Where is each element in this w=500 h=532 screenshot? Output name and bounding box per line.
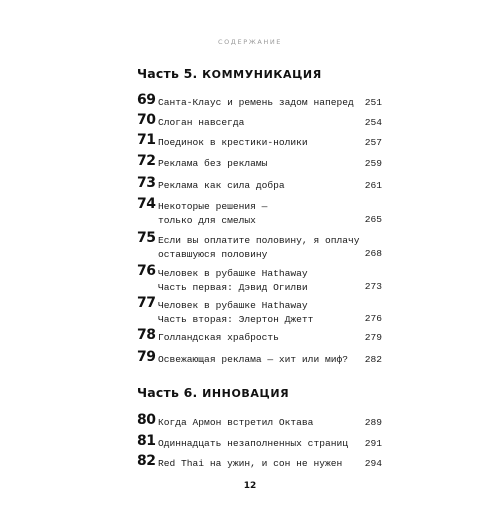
part-title xyxy=(137,66,322,81)
page-number: 294 xyxy=(364,458,382,469)
part-number: Часть 6. xyxy=(137,385,198,400)
page-number: 254 xyxy=(364,117,382,128)
toc-entry[interactable] xyxy=(0,196,500,230)
folio: 12 xyxy=(243,481,257,491)
chapter-title: Слоган навсегда xyxy=(158,117,245,128)
toc-entry[interactable] xyxy=(0,230,500,264)
chapter-title: Человек в рубашке Hathaway Часть первая: Дэвид Огилви xyxy=(158,268,308,293)
page-number: 289 xyxy=(364,417,382,428)
chapter-number: 75 xyxy=(137,230,156,246)
page-number: 276 xyxy=(364,313,382,324)
chapter-title: Одиннадцать незаполненных страниц xyxy=(158,438,348,449)
page-number: 261 xyxy=(364,180,382,191)
page-number: 265 xyxy=(364,214,382,225)
toc-entry[interactable] xyxy=(0,349,500,383)
toc-entry[interactable] xyxy=(0,295,500,329)
chapter-number: 80 xyxy=(137,412,156,428)
chapter-title: Если вы оплатите половину, я оплачу оставшуюся половину xyxy=(158,235,360,260)
page-number: 251 xyxy=(364,97,382,108)
page-number: 268 xyxy=(364,248,382,259)
page-number: 282 xyxy=(364,354,382,365)
page-number: 273 xyxy=(364,281,382,292)
page-number: 259 xyxy=(364,158,382,169)
chapter-number: 71 xyxy=(137,132,156,148)
chapter-number: 82 xyxy=(137,453,156,469)
chapter-number: 72 xyxy=(137,153,156,169)
page-number: 279 xyxy=(364,332,382,343)
chapter-title: Когда Армон встретил Октава xyxy=(158,417,314,428)
chapter-title: Реклама как сила добра xyxy=(158,180,285,191)
chapter-title: Голландская храбрость xyxy=(158,332,279,343)
chapter-title: Некоторые решения — только для смелых xyxy=(158,201,268,226)
chapter-number: 78 xyxy=(137,327,156,343)
chapter-title: Реклама без рекламы xyxy=(158,158,268,169)
chapter-number: 77 xyxy=(137,295,156,311)
running-head: СОДЕРЖАНИЕ xyxy=(217,38,283,46)
chapter-title: Поединок в крестики-нолики xyxy=(158,137,308,148)
part-name: КОММУНИКАЦИЯ xyxy=(202,68,322,81)
toc-entry[interactable] xyxy=(0,263,500,297)
part-name: ИННОВАЦИЯ xyxy=(202,387,290,400)
chapter-number: 69 xyxy=(137,92,156,108)
chapter-number: 81 xyxy=(137,433,156,449)
chapter-number: 73 xyxy=(137,175,156,191)
chapter-title: Освежающая реклама — хит или миф? xyxy=(158,354,348,365)
chapter-title: Red Thai на ужин, и сон не нужен xyxy=(158,458,343,469)
page-number: 291 xyxy=(364,438,382,449)
chapter-number: 74 xyxy=(137,196,156,212)
chapter-title: Санта-Клаус и ремень задом наперед xyxy=(158,97,354,108)
chapter-title: Человек в рубашке Hathaway Часть вторая: Элертон Джетт xyxy=(158,300,314,325)
chapter-number: 79 xyxy=(137,349,156,365)
chapter-number: 76 xyxy=(137,263,156,279)
part-title xyxy=(137,385,289,400)
chapter-number: 70 xyxy=(137,112,156,128)
page-number: 257 xyxy=(364,137,382,148)
part-number: Часть 5. xyxy=(137,66,198,81)
